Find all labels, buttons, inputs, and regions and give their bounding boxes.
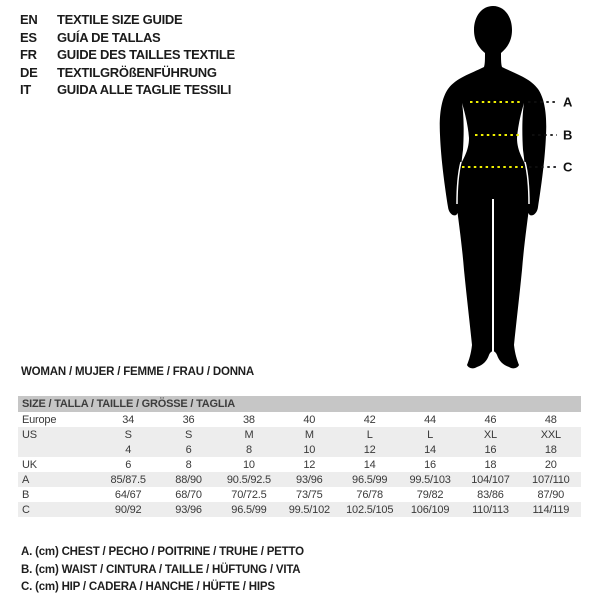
size-cell: 110/113 (472, 503, 509, 516)
measure-label-c: C (563, 159, 573, 175)
legend-chest: A. (cm) CHEST / PECHO / POITRINE / TRUHE / PETTO (21, 546, 304, 558)
size-cell: 106/109 (410, 503, 450, 516)
table-row-hip-c (18, 502, 581, 517)
size-cell: 104/107 (471, 473, 510, 486)
table-row-chest-a (18, 472, 581, 487)
size-cell: 102.5/105 (346, 503, 394, 516)
size-table-header-row (18, 396, 581, 412)
table-row-us-letters (18, 427, 581, 442)
size-cell: 99.5/102 (288, 503, 330, 516)
row-label: C (22, 503, 30, 516)
size-cell: 44 (424, 413, 436, 426)
size-cell: 88/90 (175, 473, 202, 486)
size-table (18, 396, 581, 517)
size-cell: 34 (122, 413, 135, 426)
size-cell: 8 (185, 458, 192, 471)
size-cell: 14 (363, 458, 376, 471)
row-label: UK (22, 458, 37, 471)
row-label (18, 442, 98, 457)
size-cell: 64/67 (114, 488, 142, 501)
size-cell: 70/72.5 (231, 488, 267, 501)
legend-hip: C. (cm) HIP / CADERA / HANCHE / HÜFTE / HIPS (21, 581, 275, 593)
size-table-header: SIZE / TALLA / TAILLE / GRÖSSE / TAGLIA (18, 396, 581, 412)
size-cell: 93/96 (175, 503, 202, 516)
size-cell: 68/70 (175, 488, 202, 501)
size-cell: S (184, 428, 193, 441)
language-code: ES (20, 29, 37, 45)
size-cell: 107/110 (532, 473, 570, 486)
row-label: Europe (22, 413, 57, 426)
woman-silhouette-figure (425, 4, 595, 376)
table-row-us-numbers (18, 442, 581, 457)
size-cell: 4 (125, 443, 132, 456)
language-label: GUIDA ALLE TAGLIE TESSILI (57, 82, 232, 98)
size-cell: 16 (424, 458, 436, 471)
language-label: TEXTILGRÖßENFÜHRUNG (57, 64, 217, 80)
language-row-fr (20, 46, 235, 64)
size-cell: 93/96 (296, 473, 323, 486)
size-cell: 8 (245, 443, 252, 456)
language-list (20, 11, 235, 99)
size-cell: 14 (424, 443, 436, 456)
size-cell: 12 (303, 458, 316, 471)
size-cell: 79/82 (416, 488, 444, 501)
language-code: EN (20, 12, 38, 28)
measure-label-a: A (563, 94, 573, 110)
language-row-it (20, 81, 235, 99)
size-cell: 38 (243, 413, 255, 426)
size-cell: 10 (243, 458, 255, 471)
row-label: US (22, 428, 37, 441)
size-cell: M (304, 428, 314, 441)
language-label: GUÍA DE TALLAS (57, 29, 161, 45)
size-cell: 96.5/99 (231, 503, 267, 516)
size-cell: 6 (185, 443, 192, 456)
size-cell: 46 (484, 413, 497, 426)
size-cell: 90/92 (114, 503, 142, 516)
row-label: B (22, 488, 30, 501)
size-cell: M (244, 428, 254, 441)
size-cell: 42 (363, 413, 376, 426)
measure-label-b: B (563, 127, 573, 143)
size-cell: 90.5/92.5 (226, 473, 271, 486)
size-cell: XXL (540, 428, 561, 441)
size-cell: 10 (303, 443, 316, 456)
size-cell: XL (483, 428, 497, 441)
size-cell: 76/78 (356, 488, 383, 501)
language-label: GUIDE DES TAILLES TEXTILE (57, 47, 235, 63)
legend-waist: B. (cm) WAIST / CINTURA / TAILLE / HÜFTUNG / VITA (21, 563, 301, 576)
language-code: IT (20, 82, 31, 98)
table-row-europe (18, 412, 581, 427)
size-cell: 83/86 (477, 488, 504, 501)
size-cell: 85/87.5 (110, 473, 146, 486)
size-cell: 40 (303, 413, 316, 426)
size-cell: L (427, 428, 434, 441)
row-label: A (22, 473, 30, 486)
table-row-uk (18, 457, 581, 472)
size-cell: 36 (182, 413, 195, 426)
measurement-legend (21, 544, 304, 597)
language-code: FR (20, 47, 37, 63)
table-row-waist-b (18, 487, 581, 502)
size-cell: 48 (544, 413, 557, 426)
size-cell: 18 (484, 458, 497, 471)
body-measurement-diagram (425, 4, 595, 376)
language-row-en (20, 11, 235, 29)
language-row-es (20, 29, 235, 47)
size-cell: 73/75 (296, 488, 323, 501)
size-cell: 20 (544, 458, 557, 471)
language-code: DE (20, 64, 38, 80)
size-cell: S (124, 428, 132, 441)
size-cell: 16 (484, 443, 497, 456)
size-cell: 6 (125, 458, 132, 471)
size-cell: 87/90 (537, 488, 565, 501)
size-cell: 18 (544, 443, 557, 456)
size-cell: 12 (363, 443, 376, 456)
size-cell: 96.5/99 (352, 473, 388, 486)
size-cell: 114/119 (532, 503, 570, 516)
section-title-woman: WOMAN / MUJER / FEMME / FRAU / DONNA (21, 366, 255, 378)
language-label: TEXTILE SIZE GUIDE (57, 12, 183, 28)
size-cell: L (366, 428, 373, 441)
language-row-de (20, 64, 235, 82)
size-cell: 99.5/103 (409, 473, 451, 486)
